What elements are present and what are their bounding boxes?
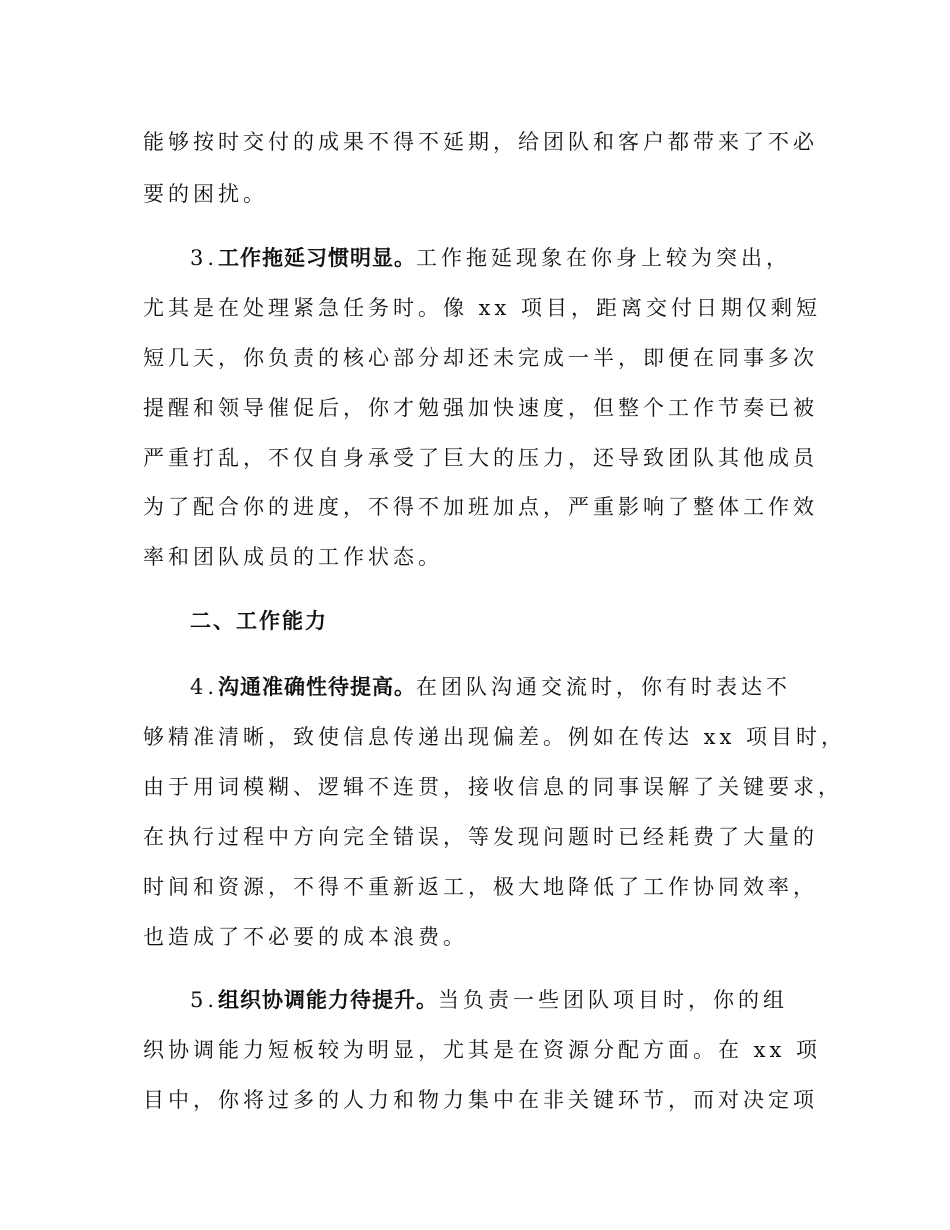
paragraph-line: 提醒和领导催促后，你才勉强加快速度，但整个工作节奏已被 (143, 396, 818, 420)
item-3-first-line (190, 243, 791, 273)
item-5-first-line (190, 985, 788, 1015)
paragraph-line: 尤其是在处理紧急任务时。像 xx 项目，距离交付日期仅剩短 (143, 296, 822, 320)
paragraph-line: 在执行过程中方向完全错误，等发现问题时已经耗费了大量的 (143, 825, 818, 849)
paragraph-line: 够精准清晰，致使信息传递出现偏差。例如在传达 xx 项目时， (143, 725, 847, 749)
paragraph-line: 能够按时交付的成果不得不延期，给团队和客户都带来了不必 (143, 130, 818, 154)
item-text: 工作拖延现象在你身上较为突出， (416, 246, 792, 270)
paragraph-line: 织协调能力短板较为明显，尤其是在资源分配方面。在 xx 项 (143, 1038, 822, 1062)
paragraph-line: 也造成了不必要的成本浪费。 (143, 925, 468, 949)
paragraph-line: 短几天，你负责的核心部分却还未完成一半，即便在同事多次 (143, 346, 818, 370)
paragraph-line: 率和团队成员的工作状态。 (143, 545, 443, 569)
item-heading: 组织协调能力待提升。 (218, 988, 439, 1012)
item-heading: 沟通准确性待提高。 (218, 675, 417, 699)
item-heading: 工作拖延习惯明显。 (218, 246, 417, 270)
paragraph-line: 时间和资源，不得不重新返工，极大地降低了工作协同效率， (143, 875, 818, 899)
item-text: 在团队沟通交流时，你有时表达不 (416, 675, 792, 699)
item-4-first-line (190, 672, 791, 702)
section-heading: 二、工作能力 (190, 609, 328, 633)
item-number: 4. (190, 675, 219, 699)
paragraph-line: 由于用词模糊、逻辑不连贯，接收信息的同事误解了关键要求， (143, 775, 843, 799)
item-text: 当负责一些团队项目时，你的组 (438, 988, 789, 1012)
paragraph-line: 目中，你将过多的人力和物力集中在非关键环节，而对决定项 (143, 1088, 818, 1112)
paragraph-line: 严重打乱，不仅自身承受了巨大的压力，还导致团队其他成员 (143, 446, 818, 470)
item-number: 3. (190, 246, 219, 270)
paragraph-line: 为了配合你的进度，不得不加班加点，严重影响了整体工作效 (143, 495, 818, 519)
item-number: 5. (190, 988, 219, 1012)
paragraph-line: 要的困扰。 (143, 182, 268, 206)
